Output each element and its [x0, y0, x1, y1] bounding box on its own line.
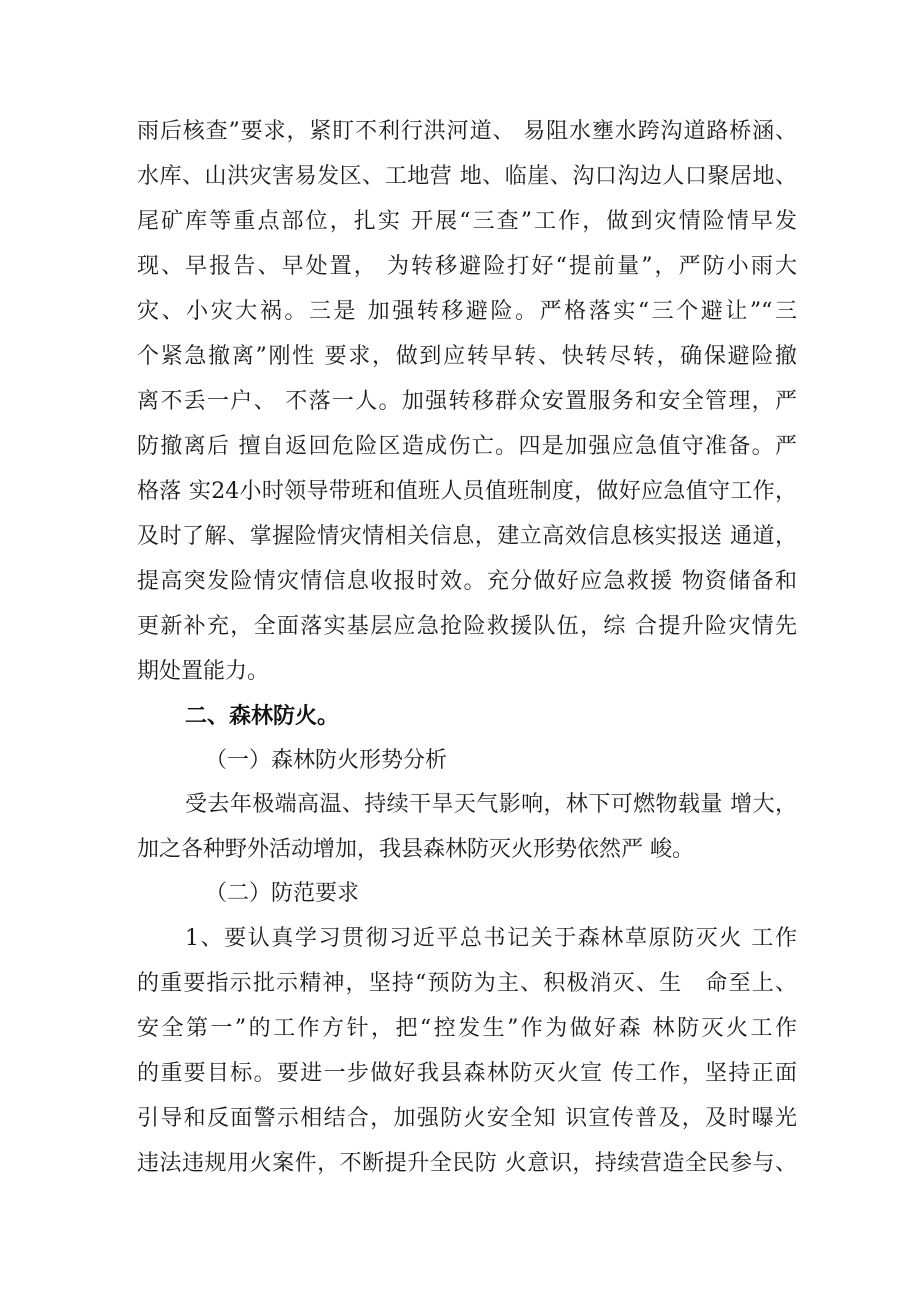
paragraph-line: 灾、小灾大祸。三是 加强转移避险。严格落实“三个避让”“三	[137, 299, 797, 324]
paragraph-line: 的重要目标。要进一步做好我县森林防灭火宣 传工作，坚持正面	[137, 1061, 797, 1086]
paragraph-line: 1、要认真学习贯彻习近平总书记关于森林草原防灭火 工作	[185, 926, 797, 951]
section-heading: 二、森林防火。	[185, 704, 340, 729]
subsection-heading: （二）防范要求	[205, 881, 360, 906]
paragraph-line: 及时了解、掌握险情灾情相关信息，建立高效信息核实报送 通道，	[137, 524, 797, 549]
paragraph-line: 雨后核查”要求，紧盯不利行洪河道、 易阻水壅水跨沟道路桥涵、	[137, 119, 797, 144]
paragraph-line: 期处置能力。	[137, 659, 270, 684]
paragraph-line: 个紧急撤离”刚性 要求，做到应转早转、快转尽转，确保避险撤	[137, 344, 797, 369]
subsection-heading: （一）森林防火形势分析	[205, 748, 448, 773]
paragraph-line: 加之各种野外活动增加，我县森林防灭火形势依然严 峻。	[137, 837, 694, 862]
paragraph-line: 离不丢一户、 不落一人。加强转移群众安置服务和安全管理，严	[137, 389, 797, 414]
paragraph-line: 受去年极端高温、持续干旱天气影响，林下可燃物载量 增大，	[185, 792, 797, 817]
paragraph-line: 引导和反面警示相结合，加强防火安全知 识宣传普及，及时曝光	[137, 1106, 797, 1131]
paragraph-line: 格落 实24小时领导带班和值班人员值班制度，做好应急值守工作，	[137, 479, 797, 504]
paragraph-line: 防撤离后 擅自返回危险区造成伤亡。四是加强应急值守准备。严	[137, 434, 797, 459]
paragraph-line: 水库、山洪灾害易发区、工地营 地、临崖、沟口沟边人口聚居地、	[137, 164, 797, 189]
paragraph-line: 的重要指示批示精神，坚持“预防为主、积极消灭、生 命至上、	[137, 971, 797, 996]
paragraph-line: 违法违规用火案件，不断提升全民防 火意识，持续营造全民参与、	[137, 1151, 797, 1176]
paragraph-line: 提高突发险情灾情信息收报时效。充分做好应急救援 物资储备和	[137, 569, 797, 594]
paragraph-line: 现、早报告、早处置， 为转移避险打好“提前量”，严防小雨大	[137, 254, 797, 279]
paragraph-line: 安全第一”的工作方针，把“控发生”作为做好森 林防灭火工作	[137, 1016, 797, 1041]
paragraph-line: 尾矿库等重点部位，扎实 开展“三查”工作，做到灾情险情早发	[137, 209, 797, 234]
paragraph-line: 更新补充，全面落实基层应急抢险救援队伍，综 合提升险灾情先	[137, 614, 797, 639]
